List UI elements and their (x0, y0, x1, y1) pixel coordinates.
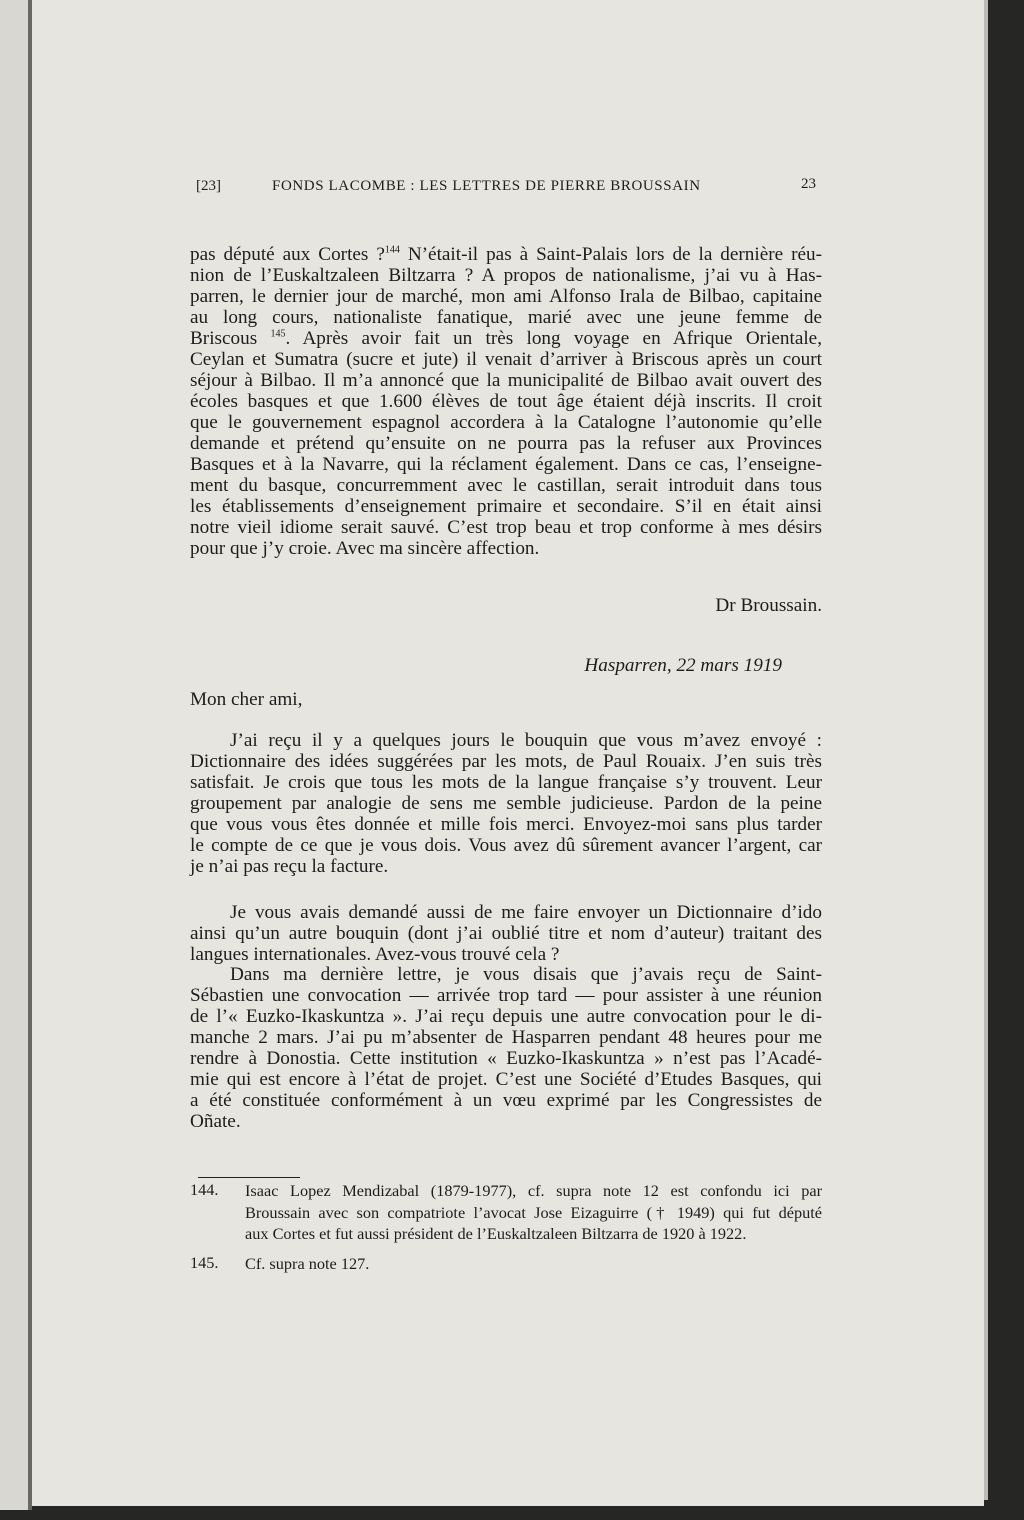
paragraph (190, 730, 822, 877)
text-line: Oñate. (190, 1111, 241, 1132)
text-line: satisfait. Je crois que tous les mots de la langue française s’y trouvent. Leur (190, 772, 822, 793)
text-line: les établissements d’enseignement primaire et secondaire. S’il en était ainsi (190, 496, 822, 517)
footnote-ref[interactable]: 144 (384, 244, 400, 256)
text-line: ment du basque, concurremment avec le castillan, serait introduit dans tous (190, 475, 822, 496)
text-line: pour que j’y croie. Avec ma sincère affection. (190, 538, 540, 559)
footnote-number: 144. (190, 1180, 219, 1199)
text-line: que vous vous êtes donnée et mille fois merci. Envoyez-moi sans plus tarder (190, 814, 822, 835)
text-line: Je vous avais demandé aussi de me faire envoyer un Dictionnaire d’ido (230, 902, 822, 923)
paragraph-continued (190, 244, 822, 559)
text-line: J’ai reçu il y a quelques jours le bouquin que vous m’avez envoyé : (230, 730, 822, 751)
text-line: Basques et à la Navarre, qui la réclament également. Dans ce cas, l’enseigne- (190, 454, 822, 475)
footnote-number: 145. (190, 1253, 219, 1272)
text-line: Briscous $^{145}$. Après avoir fait un très long voyage en Afrique Orientale, (190, 328, 822, 349)
text-line: nion de l’Euskaltzaleen Biltzarra ? A propos de nationalisme, j’ai vu à Has- (190, 265, 822, 286)
text-line: mie qui est encore à l’état de projet. C’est une Société d’Etudes Basques, qui (190, 1069, 822, 1090)
letter-place-date: Hasparren, 22 mars 1919 (584, 655, 782, 676)
text-line: Isaac Lopez Mendizabal (1879-1977), cf. supra note 12 est confondu ici par (245, 1181, 822, 1200)
text-line: Cf. supra note 127. (245, 1254, 370, 1273)
text-line: aux Cortes et fut aussi président de l’Euskaltzaleen Biltzarra de 1920 à 1922. (245, 1224, 747, 1243)
header-title: FONDS LACOMBE : LES LETTRES DE PIERRE BROUSSAIN (272, 178, 701, 194)
text-line: que le gouvernement espagnol accordera à la Catalogne l’autonomie qu’elle (190, 412, 822, 433)
page-edge (984, 0, 988, 1500)
text-line: parren, le dernier jour de marché, mon ami Alfonso Irala de Bilbao, capitaine (190, 286, 822, 307)
text-line: écoles basques et que 1.600 élèves de tout âge étaient déjà inscrits. Il croit (190, 391, 822, 412)
text-line: a été constituée conformément à un vœu exprimé par les Congressistes de (190, 1090, 822, 1111)
text-line: pas député aux Cortes ?$^{144}$ N’était-il pas à Saint-Palais lors de la dernière réu- (190, 244, 822, 265)
text-line: je n’ai pas reçu la facture. (190, 856, 389, 877)
text-line: séjour à Bilbao. Il m’a annoncé que la municipalité de Bilbao avait ouvert des (190, 370, 822, 391)
text-line: ainsi qu’un autre bouquin (dont j’ai oublié titre et nom d’auteur) traitant des (190, 923, 822, 944)
text-line: au long cours, nationaliste fanatique, marié avec une jeune femme de (190, 307, 822, 328)
page-number: 23 (801, 176, 816, 192)
footnote-separator (198, 1177, 300, 1178)
text-line: notre vieil idiome serait sauvé. C’est trop beau et trop conforme à mes désirs (190, 517, 822, 538)
paragraph (190, 964, 822, 1132)
text-line: Dictionnaire des idées suggérées par les mots, de Paul Rouaix. J’en suis très (190, 751, 822, 772)
header-section-number: [23] (196, 178, 221, 194)
running-header (196, 176, 816, 198)
text-line: groupement par analogie de sens me semble judicieuse. Pardon de la peine (190, 793, 822, 814)
text-line: Dans ma dernière lettre, je vous disais que j’avais reçu de Saint- (230, 964, 822, 985)
paragraph (190, 902, 822, 965)
salutation: Mon cher ami, (190, 689, 303, 710)
previous-page-edge (0, 0, 28, 1510)
text-line: rendre à Donostia. Cette institution « Euzko-Ikaskuntza » n’est pas l’Acadé- (190, 1048, 822, 1069)
text-line: manche 2 mars. J’ai pu m’absenter de Hasparren pendant 48 heures pour me (190, 1027, 822, 1048)
text-line: Sébastien une convocation — arrivée trop tard — pour assister à une réunion (190, 985, 822, 1006)
text-line: de l’« Euzko-Ikaskuntza ». J’ai reçu depuis une autre convocation pour le di- (190, 1006, 822, 1027)
text-line: Broussain avec son compatriote l’avocat Jose Eizaguirre († 1949) qui fut député (245, 1202, 822, 1222)
signature: Dr Broussain. (715, 595, 822, 616)
text-line: Ceylan et Sumatra (sucre et jute) il venait d’arriver à Briscous après un court (190, 349, 822, 370)
text-line: le compte de ce que je vous dois. Vous avez dû sûrement avancer l’argent, car (190, 835, 822, 856)
footnote-ref[interactable]: 145 (270, 328, 286, 340)
text-line: langues internationales. Avez-vous trouvé cela ? (190, 944, 560, 965)
text-line: demande et prétend qu’ensuite on ne pourra pas la refuser aux Provinces (190, 433, 822, 454)
